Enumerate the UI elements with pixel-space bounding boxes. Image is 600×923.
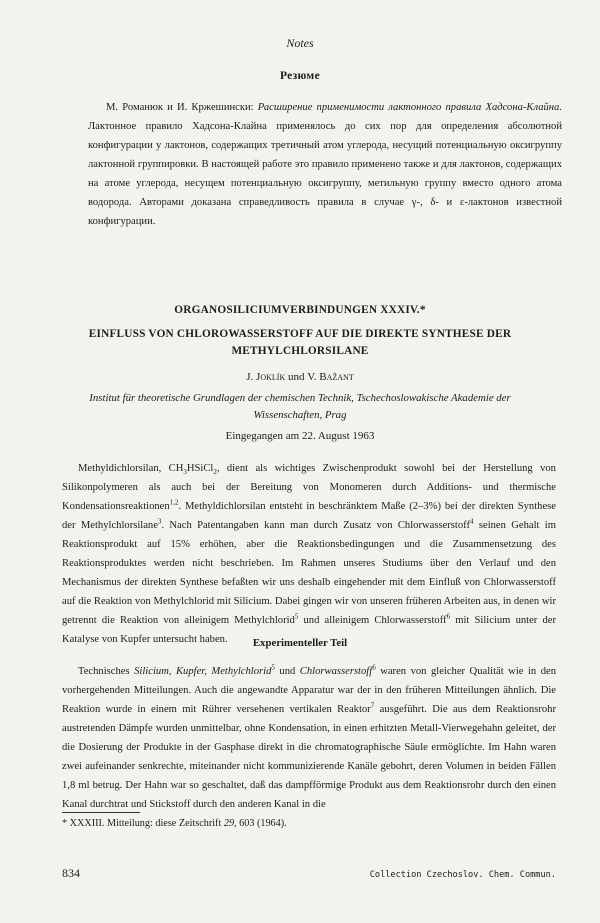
author-conjunction: und	[287, 371, 305, 383]
intro-paragraph: Methyldichlorsilan, $CH_3HSiCl_2$, dient als wichtiges Zwischenprodukt sowohl bei der Herstellung von Silikonpolymeren als auch bei der Bereitung von Monomeren durch Additions- und thermische Kondensationsreaktionen$^{1,2}$. Methyldichlorsilan entsteht in beschränktem Maße (2–3%) bei der direkten Synthese der Methylchlorsilane$^3$. Nach Patentangaben kann man durch Zusatz von Chlorwasserstoff$^4$ seinen Gehalt im Reaktionsprodukt auf 15% erhöhen, aber die Reaktionsbedingungen und die Zusammensetzung des Reaktionsproduktes werden nicht beschrieben. Im Rahmen unseres Studiums über den Verlauf und den Mechanismus der direkten Synthese befaßten wir uns deshalb eingehender mit dem Einfluß von Chlorwasserstoff auf die Reaktion von Methylchlorid mit Silicium. Dabei gingen wir von unseren früheren Arbeiten aus, in denen wir getrennt die Reaktion von alleinigem Methylchlorid$^5$ und alleinigem Chlorwasserstoff$^6$ mit Silicium unter der Katalyse von Kupfer untersucht haben.	[62, 463, 557, 645]
page-number: 834	[62, 866, 80, 880]
abstract-text: Лактонное правило Хадсона-Клайна применялось до сих пор для определения абсолютной конфигурации у лактонов, содержащих третичный атом углерода, несущий потенциальную оксигруппу лактонной группировки. В настоящей работе это правило применено также и для лактонов, содержащих на атоме углерода, несущем потенциальную оксигруппу, метильную группу вместо одного атома водорода. Авторами доказана справедливость правила в случае γ-, δ- и ε-лактонов известной конфигурации.	[88, 121, 562, 227]
section-heading-experimental: Experimenteller Teil	[252, 637, 348, 649]
author-bazant: V. Bažant	[307, 371, 354, 383]
running-head: Notes	[286, 36, 314, 50]
experimental-paragraph: Technisches Silicium, Kupfer, Methylchlorid$^5$ und Chlorwasserstoff$^6$ waren von gleicher Qualität wie in den vorhergehenden Mitteilungen. Auch die angewandte Apparatur war der in den früheren Mitteilungen ähnlich. Die Reaktion wurde in einem mit Rührer versehenen vertikalen Reaktor$^7$ ausgeführt. Die aus dem Reaktionsrohr austretenden Dämpfe wurden unmittelbar, ohne Kondensation, in einen erhitzten Metall-Vierwegehahn geleitet, der die Dosierung der Produkte in der Gasphase direkt in die chromatographische Säule ermöglichte. Im Hahn waren zwei aufeinander senkrechte, miteinander nicht kommunizierende Kanäle gebohrt, deren Volumen in beiden Fällen 1,8 ml betrug. Der Hahn war so geschaltet, daß das dampfförmige Produkt aus dem Reaktionsrohr durch den einen Kanal durchtrat und Stickstoff durch den anderen Kanal in die	[62, 663, 556, 810]
author-line	[0, 371, 600, 383]
journal-reference: Collection Czechoslov. Chem. Commun.	[369, 870, 556, 880]
footnote-divider	[62, 812, 140, 813]
footnote-marker: *	[62, 818, 68, 829]
institute-affiliation: Institut für theoretische Grundlagen der chemischen Technik, Tschechoslowakische Akademie der Wissenschaften, Prag	[89, 392, 511, 421]
abstract-title: Расширение применимости лактонного правила Хадсона-Клайна.	[257, 102, 562, 113]
abstract-authors: М. Романюк и И. Кржешински:	[106, 102, 254, 113]
article-title: EINFLUSS VON CHLOROWASSERSTOFF AUF DIE DIREKTE SYNTHESE DER METHYLCHLORSILANE	[88, 328, 512, 357]
author-joklik: J. Joklík	[246, 371, 286, 383]
article-series-title: ORGANOSILICIUMVERBINDUNGEN XXXIV.*	[174, 304, 426, 316]
received-date: Eingegangen am 22. August 1963	[225, 430, 375, 442]
abstract-heading: Резюме	[280, 70, 320, 82]
russian-abstract	[88, 98, 562, 231]
footnote: * XXXIII. Mitteilung: diese Zeitschrift 29, 603 (1964).	[62, 818, 287, 829]
